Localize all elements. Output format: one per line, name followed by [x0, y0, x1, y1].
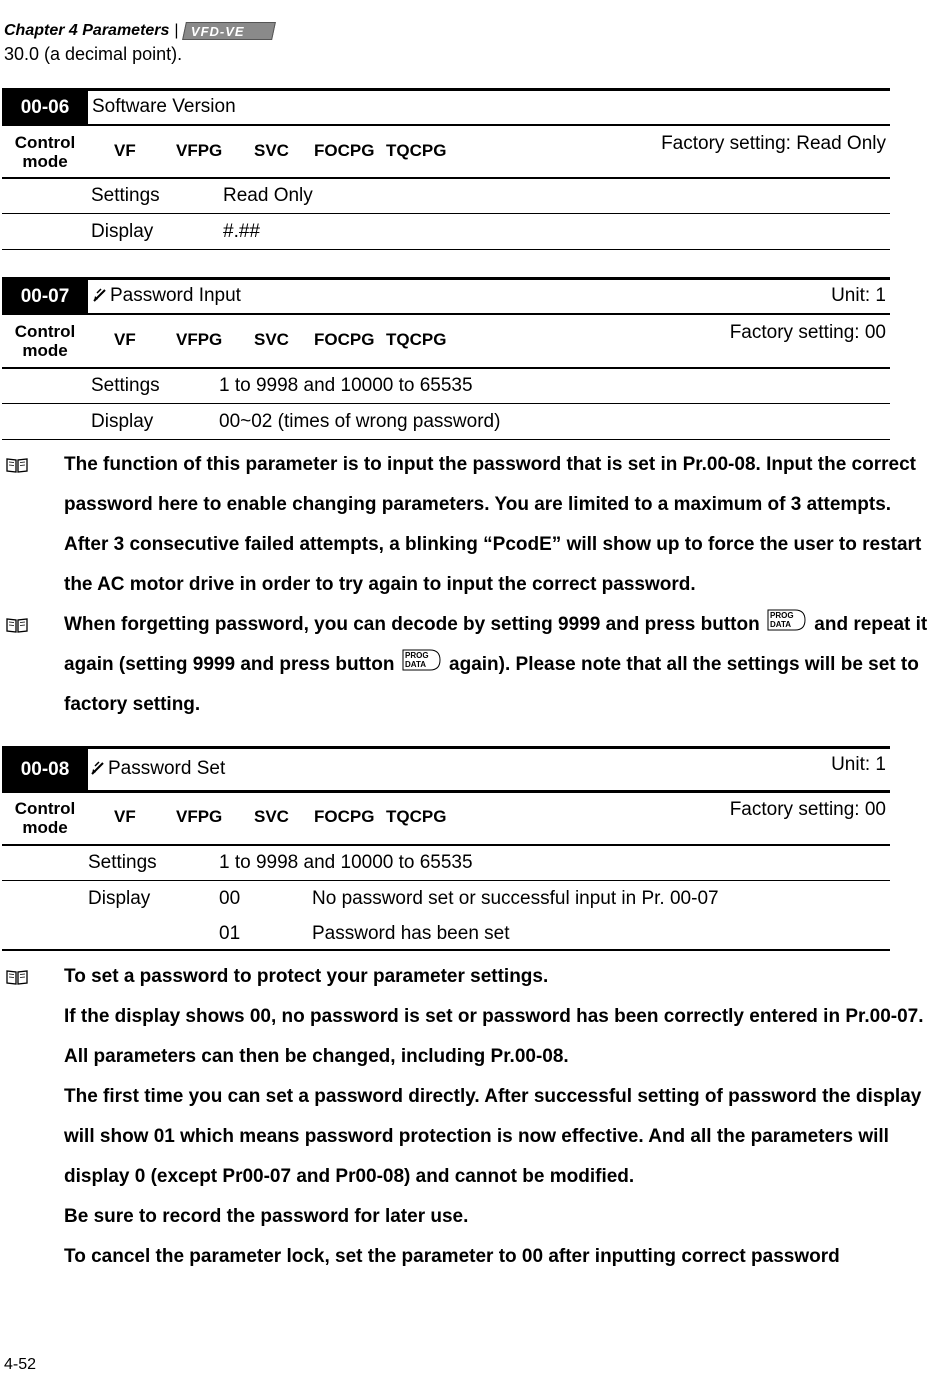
header-separator: |: [174, 22, 179, 39]
mode-svc: SVC: [254, 807, 289, 826]
continuation-text: 30.0 (a decimal point).: [4, 44, 183, 64]
mode-vf: VF: [114, 330, 136, 349]
param-unit: Unit: 1: [831, 285, 886, 306]
mode-svc: SVC: [254, 330, 289, 349]
note-paragraph: To cancel the parameter lock, set the parameter to 00 after inputting correct password: [64, 1246, 840, 1267]
display-label: Display: [91, 221, 154, 242]
pen-icon: [92, 287, 108, 303]
settings-value: 1 to 9998 and 10000 to 65535: [219, 852, 473, 873]
svg-text:PROG: PROG: [404, 651, 429, 660]
pen-icon: [90, 760, 106, 776]
display-value: #.##: [223, 221, 260, 242]
param-title: Password Set: [90, 758, 225, 780]
chapter-title: Chapter 4 Parameters: [4, 22, 170, 39]
note-text: When forgetting password, you can decode by setting 9999 and press button PROG DATA and repeat it again (setting 9999 and press button PROG DATA again). Please note that all the settings will be set to factory setting.: [64, 605, 934, 725]
factory-setting: Factory setting: 00: [729, 322, 886, 343]
mode-vfpg: VFPG: [176, 330, 223, 349]
mode-svc: SVC: [254, 141, 289, 160]
mode-focpg: FOCPG: [314, 330, 375, 349]
prog-data-button-icon: [767, 608, 807, 634]
page-header: [4, 22, 274, 40]
note-paragraph: The first time you can set a password directly. After successful setting of password the display will show 01 which means password protection is now effective. And all the parameters will display 0 (except Pr00-07 and Pr00-08) and cannot be modified.: [64, 1086, 922, 1187]
mode-vfpg: VFPG: [176, 807, 223, 826]
settings-label: Settings: [91, 185, 160, 206]
display-value-01: 01: [219, 923, 241, 944]
display-label: Display: [88, 888, 151, 909]
display-desc-01: Password has been set: [312, 923, 510, 944]
display-desc-00: No password set or successful input in Pr. 00-07: [312, 888, 719, 909]
param-code: 00-08: [2, 749, 88, 790]
svg-text:DATA: DATA: [770, 620, 792, 629]
mode-tqcpg: TQCPG: [386, 330, 447, 349]
page-number: 4-52: [4, 1356, 37, 1373]
mode-vf: VF: [114, 141, 136, 160]
note-paragraph: To set a password to protect your parameter settings.: [64, 966, 549, 987]
mode-tqcpg: TQCPG: [386, 141, 447, 160]
book-icon: [6, 969, 28, 985]
svg-text:DATA: DATA: [404, 660, 426, 669]
settings-label: Settings: [88, 852, 157, 873]
note-paragraph: Be sure to record the password for later use.: [64, 1206, 469, 1227]
control-mode-label: Control mode: [14, 322, 76, 360]
book-icon: [6, 617, 28, 633]
settings-value: 1 to 9998 and 10000 to 65535: [219, 375, 473, 396]
control-mode-label: Control mode: [14, 799, 76, 837]
settings-value: Read Only: [223, 185, 313, 206]
book-icon: [6, 457, 28, 473]
mode-focpg: FOCPG: [314, 141, 375, 160]
param-code: 00-06: [2, 91, 88, 124]
param-title: Password Input: [92, 285, 241, 307]
note-paragraph: If the display shows 00, no password is set or password has been correctly entered in Pr.00-07. All parameters can then be changed, including Pr.00-08.: [64, 1006, 924, 1067]
display-label: Display: [91, 411, 154, 432]
control-mode-label: Control mode: [14, 133, 76, 171]
svg-text:PROG: PROG: [770, 611, 794, 620]
factory-setting: Factory setting: 00: [729, 799, 886, 820]
mode-vfpg: VFPG: [176, 141, 223, 160]
param-code: 00-07: [2, 280, 88, 313]
factory-setting: Factory setting: Read Only: [661, 133, 886, 154]
param-unit: Unit: 1: [831, 754, 886, 775]
mode-vf: VF: [114, 807, 136, 826]
prog-data-button-icon: [402, 648, 442, 674]
vfd-ve-logo: VFD-VE: [182, 22, 276, 40]
display-value: 00~02 (times of wrong password): [219, 411, 501, 432]
note-text: The function of this parameter is to input the password that is set in Pr.00-08. Input the correct password here to enable changing parameters. You are limited to a maximum of 3 attempts. After 3 consecutive failed attempts, a blinking “PcodE” will show up to force the user to restart the AC motor drive in order to try again to input the correct password.: [64, 454, 922, 595]
settings-label: Settings: [91, 375, 160, 396]
mode-focpg: FOCPG: [314, 807, 375, 826]
display-value-00: 00: [219, 888, 241, 909]
param-title: Software Version: [92, 96, 236, 117]
mode-tqcpg: TQCPG: [386, 807, 447, 826]
